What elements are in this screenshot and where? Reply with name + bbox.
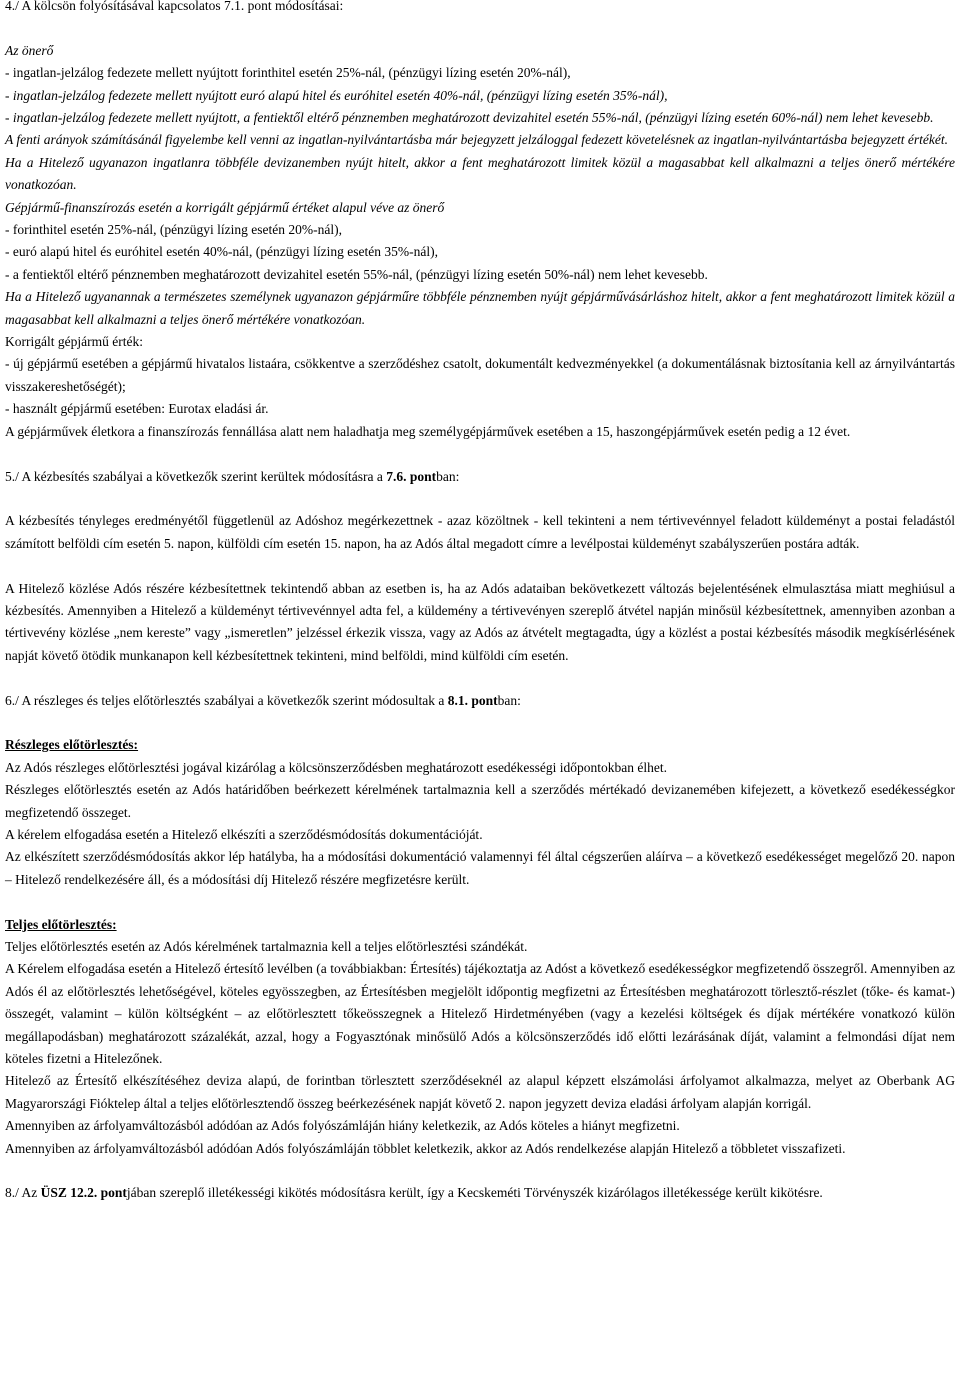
onero-label: Az önerő: [5, 42, 54, 58]
gepjarmu-intro: Gépjármű-finanszírozás esetén a korrigált gépjármű értéket alapul véve az önerő: [5, 199, 445, 215]
list-item: - a fentiektől eltérő pénznemben meghatározott devizahitel esetén 55%-nál, (pénzügyi lízing esetén 50%-nál) nem lehet kevesebb.: [5, 266, 708, 282]
list-item: - új gépjármű esetében a gépjármű hivatalos listaára, csökkentve a szerződéshez csatolt, dokumentált kedvezményekkel (a dokumentálásnak biztosítania kell az árnyilvántartás visszakereshetőségét);: [5, 356, 955, 394]
list-item: - ingatlan-jelzálog fedezete mellett nyújtott forinthitel esetén 25%-nál, (pénzügyi lízing esetén 20%-nál),: [5, 65, 571, 81]
paragraph: A Hitelező közlése Adós részére kézbesítettnek tekintendő abban az esetben is, ha az Adós adataiban bekövetkezett változás bejelentésének elmulasztása miatt meghiúsul a kézbesítés. Amennyiben a Hitelező a küldeményt tértivevénnyel adta fel, a küldemény a tértivevényen szereplő átvétel napján minősül kézbesítettnek, amennyiben azonban a tértivevény közlése „nem kereste” vagy „ismeretlen” jelzéssel érkezik vissza, vagy az Adós az átvételt megtagadta, úgy a közlést a postai kézbesítés második megkísérlésének napját követő ötödik munkanapon kell kézbesítettnek tekinteni, mind belföldi, mind külföldi cím esetén.: [5, 580, 955, 663]
list-item: - használt gépjármű esetében: Eurotax eladási ár.: [5, 401, 269, 417]
list-item: - ingatlan-jelzálog fedezete mellett nyújtott euró alapú hitel és euróhitel esetén 40%-nál, (pénzügyi lízing esetén 35%-nál),: [5, 87, 668, 103]
subheading-reszleges: Részleges előtörlesztés:: [5, 737, 139, 753]
list-item: - ingatlan-jelzálog fedezete mellett nyújtott, a fentiektől eltérő pénznemben meghatározott devizahitel esetén 55%-nál, (pénzügyi lízing esetén 60%-nál) nem lehet kevesebb.: [5, 110, 934, 126]
paragraph: A gépjárművek életkora a finanszírozás fennállása alatt nem haladhatja meg személygépjárművek esetében a 15, haszongépjárművek esetén pedig a 12 évet.: [5, 423, 851, 439]
korrigalt-label: Korrigált gépjármű érték:: [5, 334, 143, 350]
paragraph: Ha a Hitelező ugyanannak a természetes személynek ugyanazon gépjárműre többféle pénznemben nyújt gépjárművásárláshoz hitelt, akkor a fent meghatározott limitek közül a magasabbat kell alkalmazni a teljes önerő mértékére vonatkozóan.: [5, 289, 955, 327]
list-item: - forinthitel esetén 25%-nál, (pénzügyi lízing esetén 20%-nál),: [5, 222, 343, 238]
document-page: [5, 0, 955, 1205]
paragraph: A kézbesítés tényleges eredményétől függetlenül az Adóshoz megérkezettnek - azaz közöltnek - kell tekinteni a nem tértivevénnyel feladott küldeményt a postai feladástól számított belföldi cím esetén 5. napon, külföldi cím esetén 15. napon, ha az Adós által megadott címre a levélpostai küldeményt szabályszerűen postára adták.: [5, 513, 955, 551]
section-4-heading: 4./ A kölcsön folyósításával kapcsolatos 7.1. pont módosításai:: [5, 0, 344, 13]
paragraph: A Kérelem elfogadása esetén a Hitelező értesítő levélben (a továbbiakban: Értesítés) tájékoztatja az Adóst a következő esedékességkor megfizetendő összegről. Amennyiben az Adós él az előtörlesztés lehetőségével, köteles egyösszegben, az Értesítésben megjelölt időpontig megfizetni az Értesítésben meghatározott törlesztő-részlet (tőke- és kamat-) összegét, valamint – külön költségként – az előtörlesztett tőkeösszegnek a Hitelező Hirdetményében (vagy a kezelési költségek és díjak mértékére vonatkozó külön megállapodásban) meghatározott százalékát, azzal, hogy a Fogyasztónak minősülő Adós a kölcsönszerződés idő előtti lezárásának díját, valamint a felmondási díjat nem köteles fizetni a Hitelezőnek.: [5, 961, 955, 1066]
paragraph: Az elkészített szerződésmódosítás akkor lép hatályba, ha a módosítási dokumentáció valamennyi fél által cégszerűen aláírva – a következő esedékességet megelőző 20. napon – Hitelező rendelkezésére áll, és a módosítási díj Hitelező részére megfizetésre került.: [5, 849, 955, 887]
subheading-teljes: Teljes előtörlesztés:: [5, 916, 117, 932]
paragraph: Hitelező az Értesítő elkészítéséhez deviza alapú, de forintban törlesztett szerződéseknél az alapul képzett elszámolási árfolyamot alkalmazza, melyet az Oberbank AG Magyarországi Fióktelep által a teljes előtörlesztendő összeg beérkezésének napját követő 2. napon jegyzett deviza eladási árfolyam alapján korrigál.: [5, 1073, 955, 1111]
list-item: - euró alapú hitel és euróhitel esetén 40%-nál, (pénzügyi lízing esetén 35%-nál),: [5, 244, 438, 260]
section-8-paragraph: 8./ Az ÜSZ 12.2. pontjában szereplő illetékességi kikötés módosításra került, így a Kecskeméti Törvényszék kizárólagos illetékessége került kikötésre.: [5, 1185, 823, 1201]
paragraph: Amennyiben az árfolyamváltozásból adódóan Adós folyószámláján többlet keletkezik, akkor az Adós rendelkezése alapján Hitelező a többletet visszafizeti.: [5, 1140, 846, 1156]
paragraph: Ha a Hitelező ugyanazon ingatlanra többféle devizanemben nyújt hitelt, akkor a fent meghatározott limitek közül a magasabbat kell alkalmazni a teljes önerő mértékére vonatkozóan.: [5, 154, 955, 193]
paragraph: Részleges előtörlesztés esetén az Adós határidőben beérkezett kérelmének tartalmaznia kell a szerződés mértékadó devizanemében kifejezett, a következő esedékességkor megfizetendő összeget.: [5, 782, 955, 820]
paragraph: A kérelem elfogadása esetén a Hitelező elkészíti a szerződésmódosítás dokumentációját.: [5, 826, 483, 842]
section-5-heading: 5./ A kézbesítés szabályai a következők szerint kerültek módosításra a 7.6. pontban:: [5, 468, 460, 484]
paragraph: Teljes előtörlesztés esetén az Adós kérelmének tartalmaznia kell a teljes előtörlesztési szándékát.: [5, 938, 528, 954]
paragraph: A fenti arányok számításánál figyelembe kell venni az ingatlan-nyilvántartásba már bejegyzett jelzáloggal fedezett követelésnek az ingatlan-nyilvántartásba bejegyzett értékét.: [5, 132, 949, 148]
section-6-heading: 6./ A részleges és teljes előtörlesztés szabályai a következők szerint módosultak a 8.1. pontban:: [5, 692, 521, 708]
paragraph: Amennyiben az árfolyamváltozásból adódóan az Adós folyószámláján hiány keletkezik, az Adós köteles a hiányt megfizetni.: [5, 1118, 680, 1134]
paragraph: Az Adós részleges előtörlesztési jogával kizárólag a kölcsönszerződésben meghatározott esedékességi időpontokban élhet.: [5, 759, 668, 775]
